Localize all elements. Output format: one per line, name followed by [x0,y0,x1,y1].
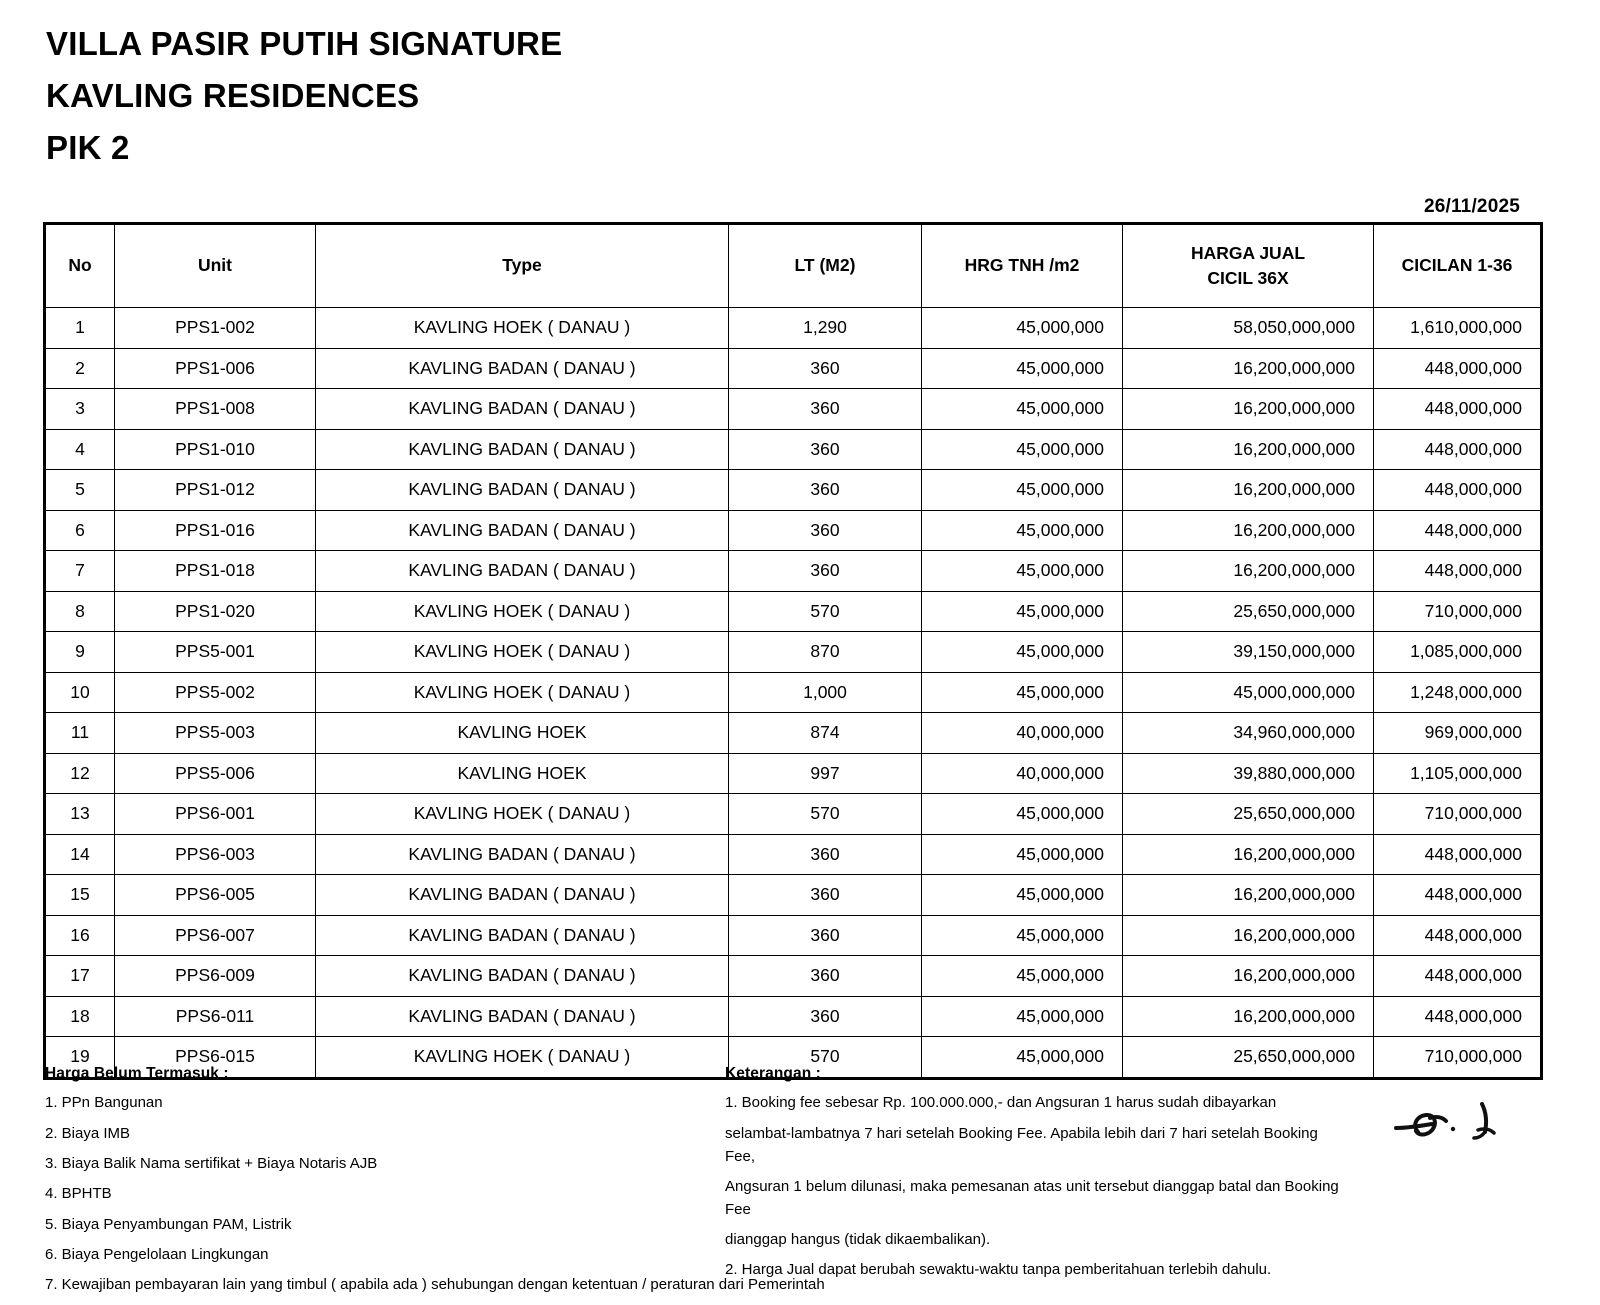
cell-lt: 360 [729,470,922,511]
signature-mark [1390,1088,1530,1158]
cell-type: KAVLING BADAN ( DANAU ) [316,875,729,916]
cell-hrg-tnh: 45,000,000 [922,429,1123,470]
cell-unit: PPS1-002 [115,308,316,349]
column-header-lt: LT (M2) [729,224,922,308]
note-item-left: 4. BPHTB [45,1185,112,1203]
cell-unit: PPS6-001 [115,794,316,835]
cell-harga-jual: 16,200,000,000 [1123,429,1374,470]
cell-unit: PPS5-006 [115,753,316,794]
cell-cicilan: 710,000,000 [1374,591,1542,632]
cell-unit: PPS1-020 [115,591,316,632]
cell-no: 3 [45,389,115,430]
price-table-container [43,222,1531,1080]
cell-no: 8 [45,591,115,632]
column-header-no: No [45,224,115,308]
cell-lt: 1,000 [729,672,922,713]
cell-hrg-tnh: 45,000,000 [922,551,1123,592]
cell-hrg-tnh: 45,000,000 [922,834,1123,875]
note-item-left: 3. Biaya Balik Nama sertifikat + Biaya Notaris AJB [45,1155,378,1173]
cell-no: 15 [45,875,115,916]
cell-type: KAVLING HOEK ( DANAU ) [316,794,729,835]
cell-lt: 360 [729,551,922,592]
cell-harga-jual: 16,200,000,000 [1123,551,1374,592]
cell-type: KAVLING BADAN ( DANAU ) [316,551,729,592]
cell-cicilan: 1,085,000,000 [1374,632,1542,673]
cell-type: KAVLING HOEK ( DANAU ) [316,1037,729,1079]
cell-cicilan: 710,000,000 [1374,794,1542,835]
cell-type: KAVLING HOEK [316,753,729,794]
cell-no: 16 [45,915,115,956]
cell-cicilan: 448,000,000 [1374,510,1542,551]
cell-no: 19 [45,1037,115,1079]
table-row [45,794,1542,835]
cell-cicilan: 448,000,000 [1374,429,1542,470]
cell-hrg-tnh: 45,000,000 [922,915,1123,956]
cell-lt: 360 [729,915,922,956]
cell-lt: 570 [729,1037,922,1079]
cell-harga-jual: 39,880,000,000 [1123,753,1374,794]
cell-cicilan: 448,000,000 [1374,389,1542,430]
cell-cicilan: 448,000,000 [1374,996,1542,1037]
cell-type: KAVLING BADAN ( DANAU ) [316,470,729,511]
table-body [45,308,1542,1079]
cell-lt: 870 [729,632,922,673]
column-header-harga-jual-line2: CICIL 36X [1207,268,1289,288]
column-header-harga-jual-line1: HARGA JUAL [1190,242,1306,263]
column-header-unit: Unit [115,224,316,308]
table-row [45,632,1542,673]
cell-unit: PPS1-010 [115,429,316,470]
cell-no: 1 [45,308,115,349]
cell-cicilan: 1,105,000,000 [1374,753,1542,794]
cell-type: KAVLING HOEK ( DANAU ) [316,672,729,713]
page-title [46,18,946,174]
cell-harga-jual: 16,200,000,000 [1123,510,1374,551]
cell-unit: PPS5-002 [115,672,316,713]
cell-hrg-tnh: 45,000,000 [922,1037,1123,1079]
cell-hrg-tnh: 40,000,000 [922,713,1123,754]
table-row [45,429,1542,470]
cell-unit: PPS5-001 [115,632,316,673]
cell-type: KAVLING HOEK ( DANAU ) [316,632,729,673]
cell-no: 5 [45,470,115,511]
cell-cicilan: 710,000,000 [1374,1037,1542,1079]
table-row [45,389,1542,430]
cell-harga-jual: 25,650,000,000 [1123,1037,1374,1079]
cell-hrg-tnh: 45,000,000 [922,389,1123,430]
cell-no: 2 [45,348,115,389]
cell-lt: 360 [729,389,922,430]
cell-harga-jual: 16,200,000,000 [1123,875,1374,916]
cell-no: 7 [45,551,115,592]
cell-type: KAVLING HOEK [316,713,729,754]
cell-unit: PPS6-015 [115,1037,316,1079]
cell-harga-jual: 25,650,000,000 [1123,591,1374,632]
cell-harga-jual: 39,150,000,000 [1123,632,1374,673]
cell-unit: PPS1-012 [115,470,316,511]
table-row [45,470,1542,511]
cell-hrg-tnh: 45,000,000 [922,875,1123,916]
cell-lt: 360 [729,996,922,1037]
table-row [45,996,1542,1037]
cell-no: 18 [45,996,115,1037]
cell-no: 9 [45,632,115,673]
cell-no: 12 [45,753,115,794]
cell-no: 4 [45,429,115,470]
cell-unit: PPS6-011 [115,996,316,1037]
cell-cicilan: 448,000,000 [1374,470,1542,511]
cell-cicilan: 1,610,000,000 [1374,308,1542,349]
cell-unit: PPS1-008 [115,389,316,430]
cell-unit: PPS6-003 [115,834,316,875]
cell-cicilan: 448,000,000 [1374,875,1542,916]
table-row [45,834,1542,875]
notes-right-list [725,1092,1345,1282]
cell-lt: 360 [729,429,922,470]
cell-lt: 570 [729,591,922,632]
note-item-right: 1. Booking fee sebesar Rp. 100.000.000,- dan Angsuran 1 harus sudah dibayarkan [725,1094,1277,1112]
cell-cicilan: 448,000,000 [1374,956,1542,997]
cell-hrg-tnh: 45,000,000 [922,470,1123,511]
cell-lt: 997 [729,753,922,794]
note-item-right: Angsuran 1 belum dilunasi, maka pemesanan atas unit tersebut dianggap batal dan Booking Fee [725,1177,1339,1218]
cell-unit: PPS6-007 [115,915,316,956]
cell-type: KAVLING BADAN ( DANAU ) [316,915,729,956]
cell-lt: 874 [729,713,922,754]
table-row [45,591,1542,632]
cell-harga-jual: 16,200,000,000 [1123,996,1374,1037]
cell-no: 14 [45,834,115,875]
table-row [45,915,1542,956]
cell-cicilan: 448,000,000 [1374,551,1542,592]
cell-type: KAVLING BADAN ( DANAU ) [316,429,729,470]
cell-type: KAVLING BADAN ( DANAU ) [316,389,729,430]
cell-harga-jual: 16,200,000,000 [1123,915,1374,956]
table-row [45,753,1542,794]
cell-hrg-tnh: 45,000,000 [922,348,1123,389]
cell-harga-jual: 25,650,000,000 [1123,794,1374,835]
cell-lt: 360 [729,834,922,875]
cell-type: KAVLING BADAN ( DANAU ) [316,996,729,1037]
cell-type: KAVLING HOEK ( DANAU ) [316,308,729,349]
cell-hrg-tnh: 45,000,000 [922,510,1123,551]
table-header [45,224,1542,308]
column-header-harga-jual [1123,224,1374,308]
price-table [43,222,1543,1080]
cell-no: 17 [45,956,115,997]
table-row [45,875,1542,916]
title-line-3: PIK 2 [46,129,130,167]
cell-unit: PPS5-003 [115,713,316,754]
title-line-1: VILLA PASIR PUTIH SIGNATURE [46,25,563,62]
note-item-left: 2. Biaya IMB [45,1124,131,1142]
cell-no: 6 [45,510,115,551]
column-header-cicilan: CICILAN 1-36 [1374,224,1542,308]
cell-hrg-tnh: 45,000,000 [922,308,1123,349]
cell-hrg-tnh: 45,000,000 [922,956,1123,997]
note-item-right: selambat-lambatnya 7 hari setelah Booking Fee. Apabila lebih dari 7 hari setelah Booking Fee, [725,1124,1318,1165]
cell-harga-jual: 16,200,000,000 [1123,389,1374,430]
cell-unit: PPS6-009 [115,956,316,997]
title-line-2: KAVLING RESIDENCES [46,77,420,115]
notes-right-heading: Keterangan : [725,1065,821,1082]
cell-unit: PPS1-006 [115,348,316,389]
table-row [45,956,1542,997]
cell-hrg-tnh: 45,000,000 [922,672,1123,713]
cell-no: 10 [45,672,115,713]
note-item-left: 7. Kewajiban pembayaran lain yang timbul ( apabila ada ) sehubungan dengan ketentuan / peraturan dari Pemerintah [45,1276,825,1294]
cell-unit: PPS1-018 [115,551,316,592]
cell-no: 13 [45,794,115,835]
notes-left-heading: Harga Belum Termasuk : [45,1065,229,1082]
table-row [45,551,1542,592]
cell-harga-jual: 16,200,000,000 [1123,348,1374,389]
cell-type: KAVLING BADAN ( DANAU ) [316,956,729,997]
cell-harga-jual: 16,200,000,000 [1123,470,1374,511]
cell-lt: 360 [729,875,922,916]
cell-unit: PPS6-005 [115,875,316,916]
cell-hrg-tnh: 45,000,000 [922,794,1123,835]
cell-hrg-tnh: 45,000,000 [922,632,1123,673]
note-item-right: dianggap hangus (tidak dikaembalikan). [725,1230,991,1248]
cell-cicilan: 448,000,000 [1374,348,1542,389]
table-row [45,672,1542,713]
table-row [45,713,1542,754]
note-item-left: 1. PPn Bangunan [45,1094,163,1112]
table-row [45,510,1542,551]
cell-harga-jual: 16,200,000,000 [1123,834,1374,875]
cell-harga-jual: 58,050,000,000 [1123,308,1374,349]
footer-notes [0,1063,1600,1294]
cell-type: KAVLING BADAN ( DANAU ) [316,348,729,389]
cell-type: KAVLING HOEK ( DANAU ) [316,591,729,632]
notes-left-list [45,1092,825,1297]
cell-cicilan: 448,000,000 [1374,834,1542,875]
cell-harga-jual: 45,000,000,000 [1123,672,1374,713]
cell-cicilan: 1,248,000,000 [1374,672,1542,713]
cell-lt: 1,290 [729,308,922,349]
notes-keterangan [725,1063,1345,1290]
cell-hrg-tnh: 45,000,000 [922,591,1123,632]
cell-cicilan: 969,000,000 [1374,713,1542,754]
cell-lt: 360 [729,510,922,551]
cell-harga-jual: 16,200,000,000 [1123,956,1374,997]
note-item-left: 6. Biaya Pengelolaan Lingkungan [45,1245,269,1263]
cell-type: KAVLING BADAN ( DANAU ) [316,510,729,551]
cell-hrg-tnh: 45,000,000 [922,996,1123,1037]
cell-lt: 360 [729,956,922,997]
column-header-type: Type [316,224,729,308]
cell-lt: 360 [729,348,922,389]
table-row [45,348,1542,389]
cell-cicilan: 448,000,000 [1374,915,1542,956]
note-item-right: 2. Harga Jual dapat berubah sewaktu-waktu tanpa pemberitahuan terlebih dahulu. [725,1261,1272,1279]
cell-no: 11 [45,713,115,754]
column-header-hrg-tnh: HRG TNH /m2 [922,224,1123,308]
note-item-left: 5. Biaya Penyambungan PAM, Listrik [45,1215,292,1233]
table-header-row [45,224,1542,308]
cell-type: KAVLING BADAN ( DANAU ) [316,834,729,875]
cell-lt: 570 [729,794,922,835]
cell-hrg-tnh: 40,000,000 [922,753,1123,794]
document-date: 26/11/2025 [1423,196,1520,217]
table-row [45,308,1542,349]
cell-unit: PPS1-016 [115,510,316,551]
cell-harga-jual: 34,960,000,000 [1123,713,1374,754]
